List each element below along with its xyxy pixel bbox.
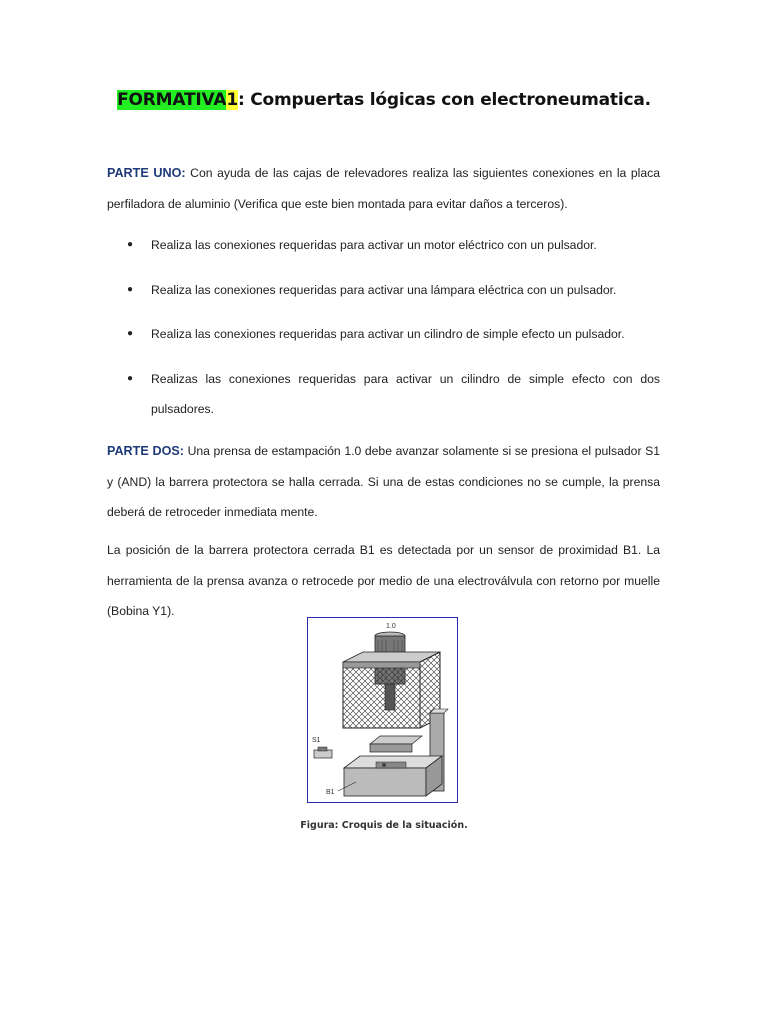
parte-dos-label: PARTE DOS:	[107, 444, 184, 458]
bullet-dot-icon: ●	[127, 284, 134, 295]
bullet-dot-icon: ●	[127, 373, 134, 384]
list-item	[127, 319, 660, 349]
press-sketch-figure	[307, 617, 458, 803]
parte-uno-text: Con ayuda de las cajas de relevadores realiza las siguientes conexiones en la placa perfiladora de aluminio (Verifica que este bien montada para evitar daños a terceros).	[107, 166, 660, 211]
b1-label: B1	[326, 789, 335, 796]
title-highlight-formativa: FORMATIVA	[117, 90, 227, 110]
list-item-text: Realiza las conexiones requeridas para activar un cilindro de simple efecto un pulsador.	[151, 327, 625, 341]
title-highlight-number: 1	[226, 90, 238, 110]
paragraph-b1: La posición de la barrera protectora cerrada B1 es detectada por un sensor de proximidad B1. La herramienta de la prensa avanza o retrocede por medio de una electroválvula con retorno por muelle (Bobina Y1).	[107, 543, 660, 618]
figure-caption: Figura: Croquis de la situación.	[300, 820, 468, 831]
list-item-text: Realizas las conexiones requeridas para activar un cilindro de simple efecto con dos pulsadores.	[151, 372, 660, 416]
bullet-dot-icon: ●	[127, 239, 134, 250]
list-item	[127, 275, 660, 305]
s1-label: S1	[312, 737, 321, 744]
list-item	[127, 230, 660, 260]
parte-dos-paragraph	[107, 436, 660, 528]
parte-dos-text: Una prensa de estampación 1.0 debe avanzar solamente si se presiona el pulsador S1 y (AND) la barrera protectora se halla cerrada. Si una de estas condiciones no se cumple, la prensa deberá de retroceder inmediata mente.	[107, 444, 661, 519]
parte-uno-label: PARTE UNO:	[107, 166, 186, 180]
list-item	[127, 364, 660, 424]
title-text: : Compuertas lógicas con electroneumatica.	[237, 90, 651, 110]
list-item-text: Realiza las conexiones requeridas para activar un motor eléctrico con un pulsador.	[151, 238, 597, 252]
list-item-text: Realiza las conexiones requeridas para activar una lámpara eléctrica con un pulsador.	[151, 283, 617, 297]
cylinder-label: 1.0	[386, 623, 396, 630]
press-sketch-icon	[308, 618, 457, 802]
page-title	[0, 90, 768, 110]
bullet-dot-icon: ●	[127, 328, 134, 339]
parte-uno-paragraph	[107, 158, 660, 219]
